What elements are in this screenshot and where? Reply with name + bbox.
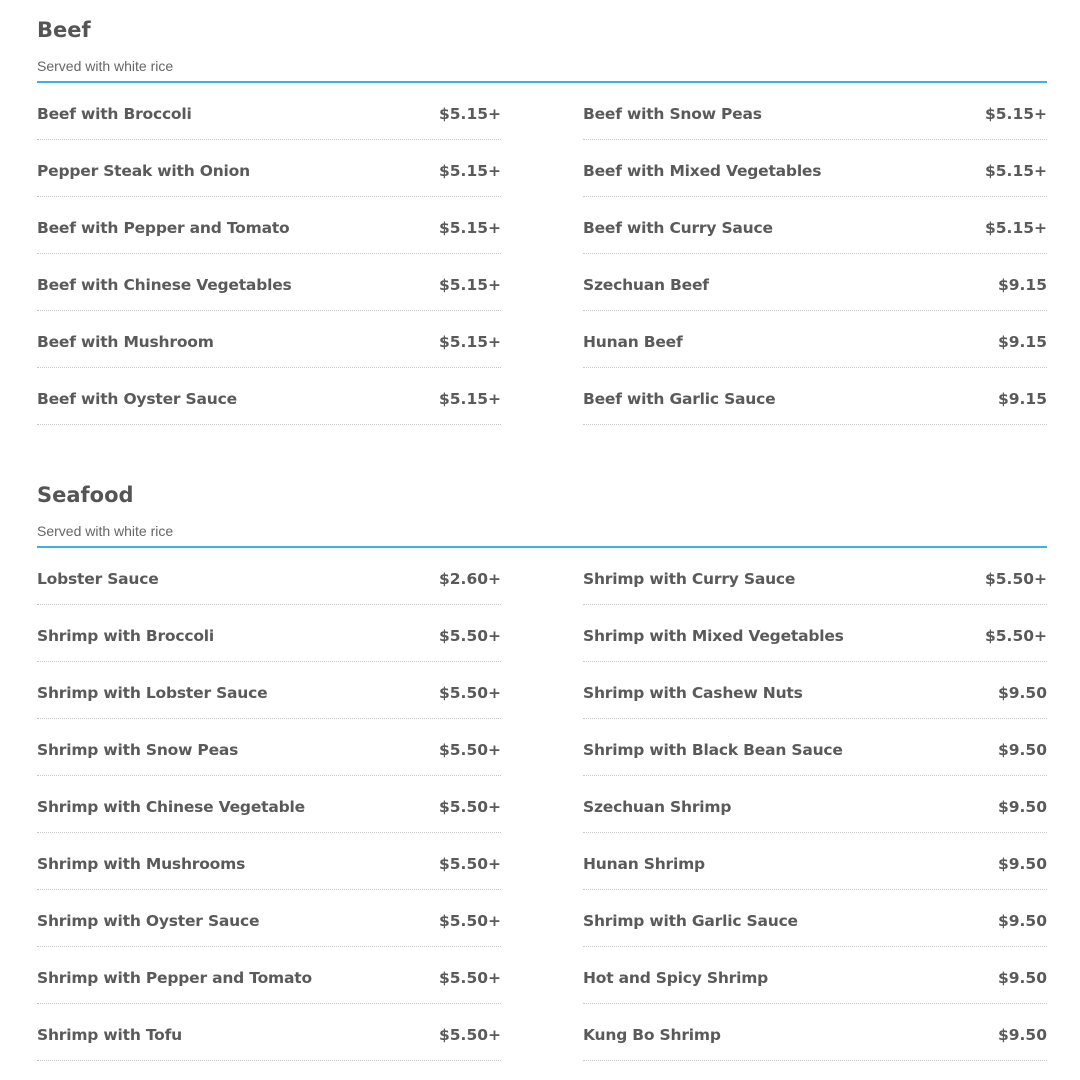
menu-item-price: $9.50: [997, 741, 1047, 759]
menu-item-name: Shrimp with Tofu: [37, 1026, 183, 1044]
menu-item[interactable]: [583, 197, 1047, 254]
menu-item[interactable]: [37, 890, 501, 947]
menu-item[interactable]: [583, 947, 1047, 1004]
menu-item-price: $5.50+: [438, 684, 501, 702]
menu-item[interactable]: [37, 605, 501, 662]
menu-items: [37, 83, 1047, 425]
menu-item-price: $5.50+: [984, 570, 1047, 588]
menu-item[interactable]: [37, 776, 501, 833]
menu-item[interactable]: [583, 719, 1047, 776]
menu-item[interactable]: [583, 662, 1047, 719]
menu-item[interactable]: [37, 662, 501, 719]
menu-item[interactable]: [37, 368, 501, 425]
menu-item-name: Szechuan Shrimp: [583, 798, 732, 816]
menu-item-price: $5.50+: [438, 627, 501, 645]
menu-item-price: $5.50+: [438, 741, 501, 759]
menu-item-price: $5.15+: [984, 219, 1047, 237]
menu-item-price: $5.15+: [438, 105, 501, 123]
section-title: Beef: [37, 18, 91, 42]
menu-item-price: $2.60+: [438, 570, 501, 588]
menu-item-name: Hunan Shrimp: [583, 855, 705, 873]
menu-item[interactable]: [37, 719, 501, 776]
menu-item-price: $5.15+: [438, 219, 501, 237]
menu-item-price: $5.50+: [438, 1026, 501, 1044]
menu-item-name: Lobster Sauce: [37, 570, 159, 588]
menu-item-name: Beef with Oyster Sauce: [37, 390, 237, 408]
section-title: Seafood: [37, 483, 134, 507]
menu-item[interactable]: [583, 548, 1047, 605]
menu-item-price: $9.50: [997, 798, 1047, 816]
menu-item-price: $5.15+: [984, 162, 1047, 180]
menu-item[interactable]: [37, 1004, 501, 1061]
menu-item-price: $9.50: [997, 912, 1047, 930]
menu-item-name: Shrimp with Lobster Sauce: [37, 684, 268, 702]
menu-item-name: Kung Bo Shrimp: [583, 1026, 721, 1044]
menu-item-price: $9.50: [997, 684, 1047, 702]
section-beef: [37, 16, 1047, 425]
menu-item-price: $5.50+: [438, 855, 501, 873]
menu-item-name: Shrimp with Garlic Sauce: [583, 912, 798, 930]
menu-item-name: Beef with Snow Peas: [583, 105, 762, 123]
menu-item-price: $9.50: [997, 1026, 1047, 1044]
menu-item-price: $5.15+: [438, 390, 501, 408]
menu-item-name: Shrimp with Oyster Sauce: [37, 912, 260, 930]
menu-item-price: $5.15+: [438, 162, 501, 180]
menu-items: [37, 548, 1047, 1061]
menu-item-price: $5.50+: [984, 627, 1047, 645]
menu-item-name: Shrimp with Snow Peas: [37, 741, 239, 759]
menu-item[interactable]: [583, 833, 1047, 890]
section-subtitle: Served with white rice: [37, 58, 174, 74]
menu-item-price: $5.50+: [438, 912, 501, 930]
menu-item-name: Beef with Pepper and Tomato: [37, 219, 290, 237]
menu-item-price: $9.15: [997, 390, 1047, 408]
menu-item[interactable]: [583, 83, 1047, 140]
menu-item-price: $9.15: [997, 276, 1047, 294]
menu-item-name: Shrimp with Cashew Nuts: [583, 684, 803, 702]
menu-item-price: $9.50: [997, 855, 1047, 873]
menu-item-name: Beef with Mixed Vegetables: [583, 162, 822, 180]
menu-item-name: Szechuan Beef: [583, 276, 709, 294]
menu-item-name: Hot and Spicy Shrimp: [583, 969, 769, 987]
menu-item[interactable]: [37, 947, 501, 1004]
menu-item[interactable]: [583, 311, 1047, 368]
menu-item-name: Shrimp with Curry Sauce: [583, 570, 796, 588]
menu-item-name: Beef with Chinese Vegetables: [37, 276, 292, 294]
menu-item[interactable]: [37, 83, 501, 140]
menu-item-price: $5.15+: [438, 276, 501, 294]
menu-item-price: $9.15: [997, 333, 1047, 351]
menu-item[interactable]: [37, 548, 501, 605]
section-subtitle: Served with white rice: [37, 523, 174, 539]
menu-item-price: $5.15+: [984, 105, 1047, 123]
menu-item-name: Pepper Steak with Onion: [37, 162, 250, 180]
menu-item[interactable]: [37, 197, 501, 254]
menu-item-name: Hunan Beef: [583, 333, 683, 351]
menu-item-name: Beef with Mushroom: [37, 333, 214, 351]
menu-item-name: Beef with Curry Sauce: [583, 219, 773, 237]
menu-item-price: $5.15+: [438, 333, 501, 351]
menu-item-name: Shrimp with Chinese Vegetable: [37, 798, 305, 816]
menu-item-name: Shrimp with Pepper and Tomato: [37, 969, 312, 987]
menu-item-price: $5.50+: [438, 798, 501, 816]
menu-item[interactable]: [583, 1004, 1047, 1061]
menu-item[interactable]: [583, 890, 1047, 947]
menu-item[interactable]: [583, 254, 1047, 311]
menu-item-name: Shrimp with Mixed Vegetables: [583, 627, 844, 645]
menu-item[interactable]: [583, 140, 1047, 197]
section-seafood: [37, 481, 1047, 1061]
menu-item[interactable]: [37, 140, 501, 197]
menu-item-name: Beef with Garlic Sauce: [583, 390, 776, 408]
menu-item-price: $9.50: [997, 969, 1047, 987]
menu-item-name: Shrimp with Broccoli: [37, 627, 215, 645]
menu-item[interactable]: [37, 833, 501, 890]
menu-item[interactable]: [583, 776, 1047, 833]
menu-item[interactable]: [583, 605, 1047, 662]
menu-item[interactable]: [37, 254, 501, 311]
menu-item-name: Shrimp with Mushrooms: [37, 855, 246, 873]
menu-item[interactable]: [37, 311, 501, 368]
menu-item-name: Beef with Broccoli: [37, 105, 192, 123]
menu-item-name: Shrimp with Black Bean Sauce: [583, 741, 843, 759]
menu-item-price: $5.50+: [438, 969, 501, 987]
menu-item[interactable]: [583, 368, 1047, 425]
